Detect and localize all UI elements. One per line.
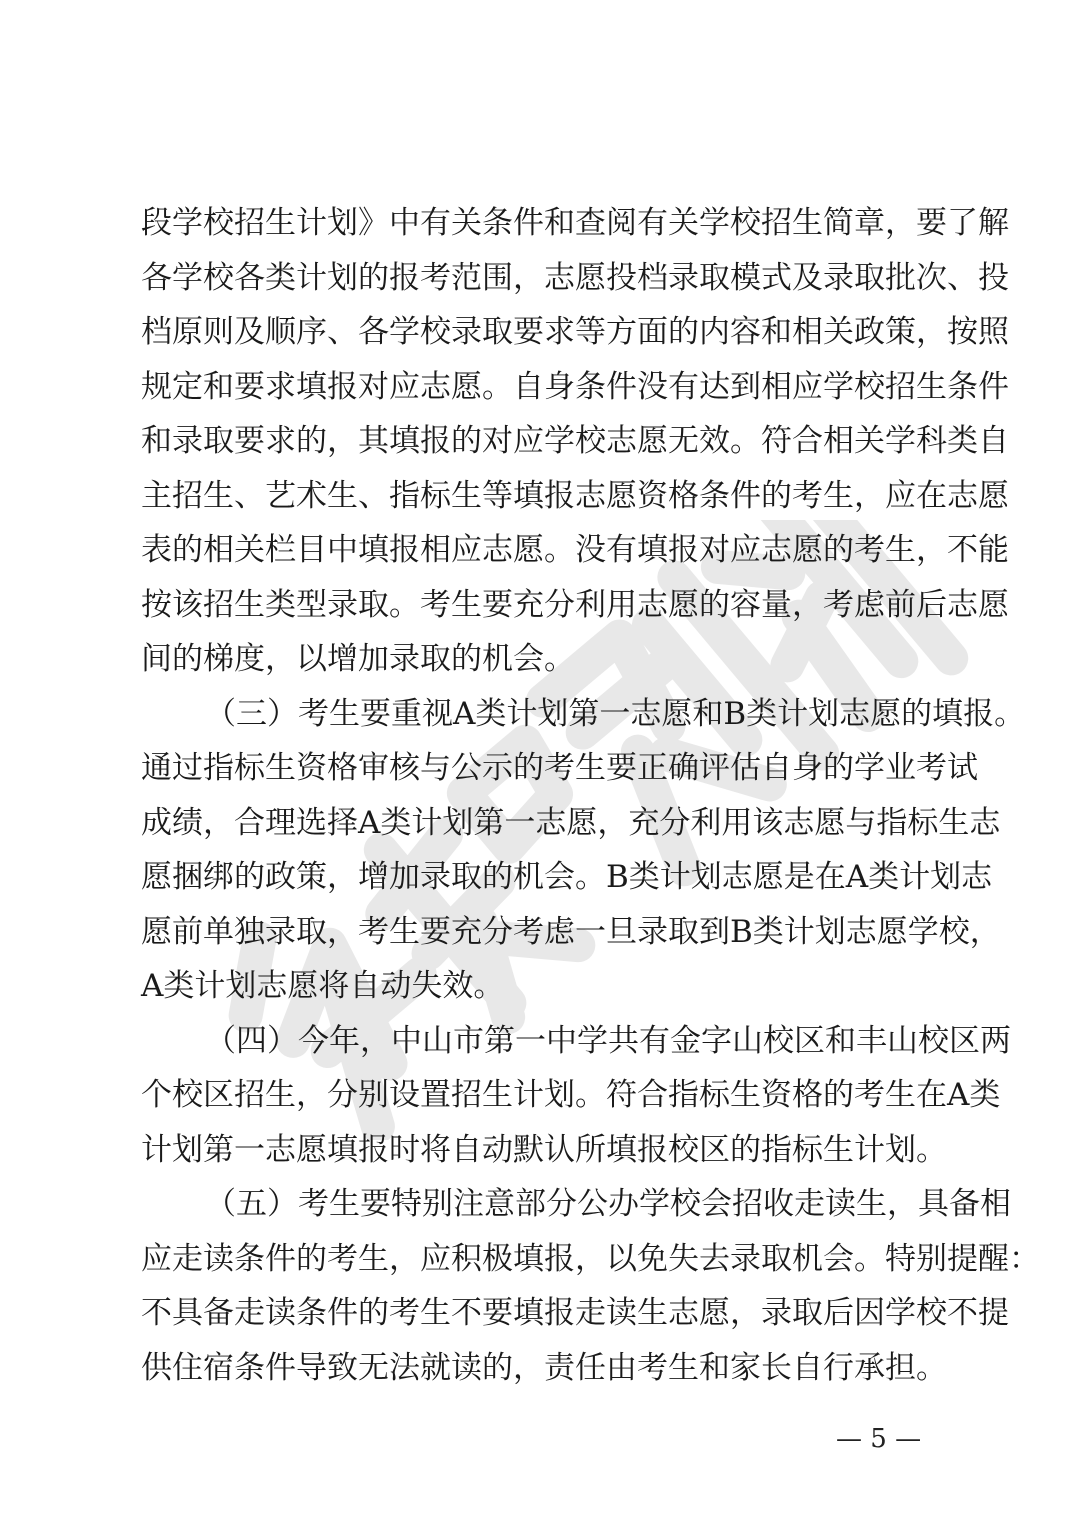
text-line: 应走读条件的考生，应积极填报，以免失去录取机会。特别提醒：	[141, 1240, 1040, 1277]
text-line: 计划第一志愿填报时将自动默认所填报校区的指标生计划。	[141, 1131, 947, 1168]
body-text	[141, 196, 1040, 1395]
text-line: 不具备走读条件的考生不要填报走读生志愿，录取后因学校不提	[141, 1295, 1009, 1331]
text-line: 愿前单独录取，考生要充分考虑一旦录取到B类计划志愿学校，	[141, 913, 1001, 950]
text-line: 表的相关栏目中填报相应志愿。没有填报对应志愿的考生，不能	[141, 532, 1009, 568]
text-line: 供住宿条件导致无法就读的，责任由考生和家长自行承担。	[141, 1349, 947, 1386]
text-line: 愿捆绑的政策，增加录取的机会。B类计划志愿是在A类计划志	[141, 859, 993, 895]
text-line: 各学校各类计划的报考范围，志愿投档录取模式及录取批次、投	[141, 259, 1009, 296]
text-line: 成绩，合理选择A类计划第一志愿，充分利用该志愿与指标生志	[141, 804, 1001, 841]
text-line: 规定和要求填报对应志愿。自身条件没有达到相应学校招生条件	[141, 368, 1009, 405]
section-4-heading: （四）今年，中山市第一中学共有金字山校区和丰山校区两	[205, 1022, 1011, 1059]
text-line: 通过指标生资格审核与公示的考生要正确评估自身的学业考试	[141, 750, 978, 786]
text-line: 间的梯度，以增加录取的机会。	[141, 641, 575, 677]
text-line: 个校区招生，分别设置招生计划。符合指标生资格的考生在A类	[141, 1077, 1001, 1113]
text-line: 主招生、艺术生、指标生等填报志愿资格条件的考生，应在志愿	[141, 477, 1009, 514]
section-5-heading: （五）考生要特别注意部分公办学校会招收走读生，具备相	[205, 1186, 1011, 1222]
section-3-heading: （三）考生要重视A类计划第一志愿和B类计划志愿的填报。	[205, 695, 1026, 732]
page-number: — 5 —	[836, 1424, 922, 1454]
text-line: 档原则及顺序、各学校录取要求等方面的内容和相关政策，按照	[141, 314, 1009, 350]
text-line: A类计划志愿将自动失效。	[141, 968, 505, 1004]
text-line: 和录取要求的，其填报的对应学校志愿无效。符合相关学科类自	[141, 423, 1009, 459]
text-line: 按该招生类型录取。考生要充分利用志愿的容量，考虑前后志愿	[141, 586, 1009, 623]
text-line: 段学校招生计划》中有关条件和查阅有关学校招生简章，要了解	[141, 205, 1009, 241]
